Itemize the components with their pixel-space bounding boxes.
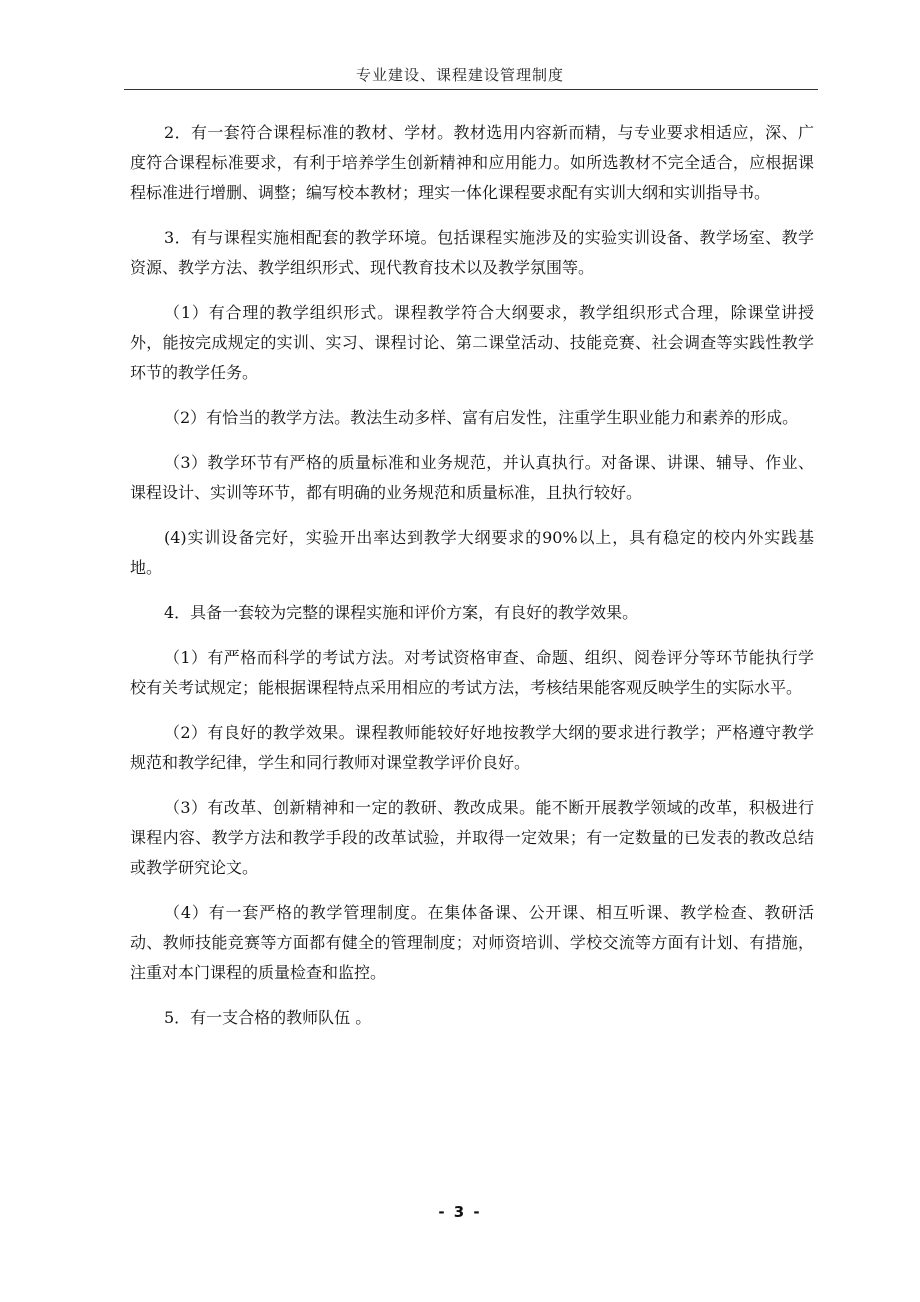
running-header-title: 专业建设、课程建设管理制度 — [355, 66, 564, 84]
paragraph-item-4-evaluation: 4．具备一套较为完整的课程实施和评价方案，有良好的教学效果。 — [164, 603, 639, 622]
header-divider — [124, 89, 818, 90]
paragraph-item-2-textbooks: 2．有一套符合课程标准的教材、学材。教材选用内容新而精，与专业要求相适应，深、广度符合课程标准要求，有利于培养学生创新精神和应用能力。如所选教材不完全适合，应根据课程标准进行增删、调整；编写校本教材；理实一体化课程要求配有实训大纲和实训指导书。 — [130, 123, 814, 202]
paragraph-sub-4-equipment: (4)实训设备完好，实验开出率达到教学大纲要求的90%以上，具有稳定的校内外实践基地。 — [130, 528, 814, 577]
paragraph-sub-1-organization: （1）有合理的教学组织形式。课程教学符合大纲要求，教学组织形式合理，除课堂讲授外，能按完成规定的实训、实习、课程讨论、第二课堂活动、技能竞赛、社会调查等实践性教学环节的教学任务。 — [130, 303, 814, 382]
paragraph-item-3-environment: 3．有与课程实施相配套的教学环境。包括课程实施涉及的实验实训设备、教学场室、教学资源、教学方法、教学组织形式、现代教育技术以及教学氛围等。 — [130, 228, 814, 277]
paragraph-sub-2-methods: （2）有恰当的教学方法。教法生动多样、富有启发性，注重学生职业能力和素养的形成。 — [164, 408, 799, 427]
document-body — [130, 118, 814, 1048]
paragraph-sub-4-management: （4）有一套严格的教学管理制度。在集体备课、公开课、相互听课、教学检查、教研活动、教师技能竞赛等方面都有健全的管理制度；对师资培训、学校交流等方面有计划、有措施，注重对本门课程的质量检查和监控。 — [130, 903, 814, 982]
paragraph-sub-1-exams: （1）有严格而科学的考试方法。对考试资格审查、命题、组织、阅卷评分等环节能执行学校有关考试规定；能根据课程特点采用相应的考试方法，考核结果能客观反映学生的实际水平。 — [130, 648, 814, 697]
paragraph-sub-2-effects: （2）有良好的教学效果。课程教师能较好好地按教学大纲的要求进行教学；严格遵守教学规范和教学纪律，学生和同行教师对课堂教学评价良好。 — [130, 723, 814, 772]
paragraph-sub-3-standards: （3）教学环节有严格的质量标准和业务规范，并认真执行。对备课、讲课、辅导、作业、课程设计、实训等环节，都有明确的业务规范和质量标准，且执行较好。 — [130, 453, 814, 502]
page-number: - 3 - — [438, 1203, 482, 1221]
paragraph-sub-3-reform: （3）有改革、创新精神和一定的教研、教改成果。能不断开展教学领域的改革，积极进行课程内容、教学方法和教学手段的改革试验，并取得一定效果；有一定数量的已发表的教改总结或教学研究论文。 — [130, 798, 814, 877]
paragraph-item-5-teachers: 5．有一支合格的教师队伍 。 — [164, 1008, 372, 1027]
